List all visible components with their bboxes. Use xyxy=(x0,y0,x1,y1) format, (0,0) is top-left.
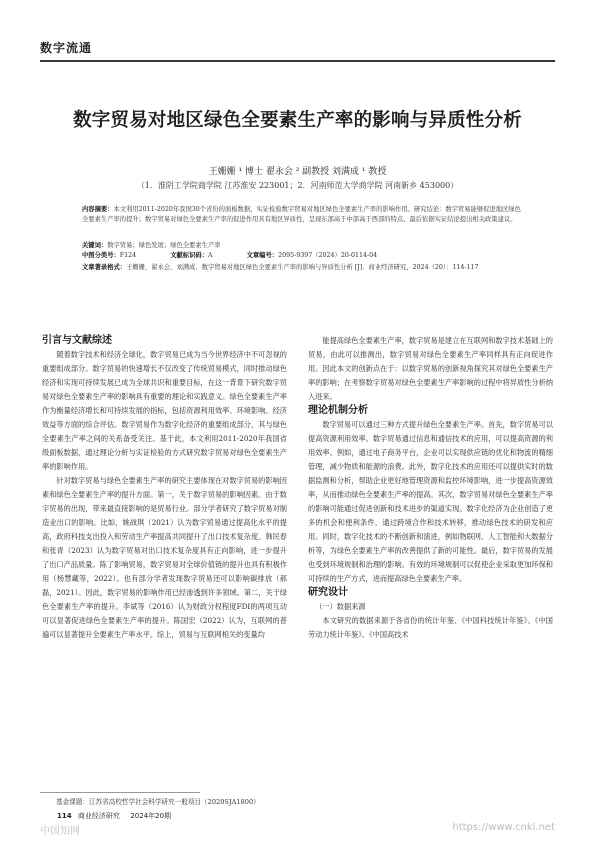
article-no-value: 2095-9397（2024）20-0114-04 xyxy=(278,252,378,259)
heading-research-design: 研究设计 xyxy=(308,587,348,598)
affiliation-line: （1．淮阴工学院商学院 江苏淮安 223001；2．河南师范大学商学院 河南新乡 453000） xyxy=(136,181,459,190)
heading-mechanism: 理论机制分析 xyxy=(308,405,368,416)
clc-label: 中图分类号： xyxy=(82,252,120,259)
subheading-data-source: （一）数据来源 xyxy=(315,602,366,611)
heading-introduction: 引言与文献综述 xyxy=(42,335,112,346)
doc-code-label: 文献标识码： xyxy=(170,252,208,259)
paragraph: 本文研究的数据来源于各省份的统计年鉴、《中国科技统计年鉴》、《中国劳动力统计年鉴》、《中国高技术 xyxy=(308,616,553,639)
article-no-label: 文章编号： xyxy=(246,252,279,259)
section-tag: 数字流通 xyxy=(40,41,93,55)
body-right-column xyxy=(308,334,553,642)
watermark-right: https://www.cnki.net xyxy=(452,822,555,833)
citation-text: 王姗姗，翟永会，刘满成．数字贸易对地区绿色全要素生产率的影响与异质性分析 [J]．商业经济研究，2024（20）：114-117 xyxy=(126,264,479,271)
paragraph: 随着数字技术和经济全球化，数字贸易已成为当今世界经济中不可忽视的重要组成部分。数字贸易的快速增长不仅改变了传统贸易模式，同时推动绿色经济和实现可持续发展已成为全球共识和重要目标，在这一背景下研究数字贸易对绿色全要素生产率的影响具有重要的理论和实践意义。绿色全要素生产率作为衡量经济增长和可持续发展的指标，包括资源利用效率、环境影响、经济效益等方面的综合评估。数字贸易作为数字化经济的重要组成部分，其与绿色全要素生产率之间的关系备受关注。基于此，本文利用2011-2020年我国省级面板数据，通过理论分析与实证检验的方式研究数字贸易对绿色全要素生产率的影响作用。 xyxy=(42,350,287,471)
citation xyxy=(82,263,527,273)
citation-label: 文章著录格式： xyxy=(82,264,127,271)
clc-value: F124 xyxy=(119,252,137,259)
section-rule xyxy=(40,60,555,62)
fund-footnote: 基金课题：江苏省高校哲学社会科学研究一般项目（2020SJA1800） xyxy=(56,798,260,806)
paragraph: 针对数字贸易与绿色全要素生产率的研究主要体现在对数字贸易的影响因素和绿色全要素生产率的提升方面。第一，关于数字贸易的影响因素。由于数字贸易的出现，带来最直接影响的是贸易行业。部分学者研究了数字贸易对制造业出口的影响。比如，姚战琪（2021）认为数字贸易通过提高化水平的提高，政府科技支出投入和劳动生产率提高共同提升了出口技术复杂度。韩民春和张青（2023）认为数字贸易对出口技术复杂度具有正向影响，进一步提升了出口产品质量。陈了影响贸易，数字贸易对全球价值链的提升也具有积极作用（杨慧藏等，2022）。也有部分学者发现数字贸易还可以影响碳排放（郝磊，2021）。因此，数字贸易的影响作用已经渗透到许多领域。第二，关于绿色全要素生产率的提升。李斌等（2016）认为财政分权程度FDI的两项互动可以显著促进绿色全要素生产率的提升。陈国宏（2022）认为，互联网的普遍可以显著提升全要素生产率水平。综上，贸易与互联网相关的变量均 xyxy=(42,476,287,639)
watermark-left: 中国知网 xyxy=(40,826,80,837)
page-footer xyxy=(57,811,171,821)
abstract xyxy=(82,205,527,225)
journal-name: 商业经济研究 xyxy=(77,812,120,820)
paragraph: 数字贸易可以通过三种方式提升绿色全要素生产率。首先，数字贸易可以提高资源利用效率。数字贸易通过信息和通信技术的应用，可以提高资源的利用效率。例如，通过电子商务平台，企业可以实现供应链的优化和物流的精细管理，减少物质和能源的浪费。此外，数字化技术的应用还可以提供实时的数据监测和分析，帮助企业更好地管理资源和监控环境影响，进一步提高资源效率，从而推动绿色全要素生产率的提高。其次，数字贸易对绿色全要素生产率的影响可能通过促进创新和技术进步的渠道实现。数字化经济为企业创造了更多的机会和便利条件，通过跨境合作和技术转移，推动绿色技术的研发和应用。同时，数字化技术的不断创新和演进，例如物联网、人工智能和大数据分析等，为绿色全要素生产率的改善提供了新的可能性。最后，数字贸易的发展也受到环境规制和治理的影响。有效的环境规制可以促使企业采取更加环保和可持续的生产方式，进而提高绿色全要素生产率。 xyxy=(308,420,553,583)
body-left-column xyxy=(42,334,287,642)
doc-code-value: A xyxy=(207,252,213,259)
abstract-text: 本文利用2011-2020年我国30个省份的面板数据，实证检验数字贸易对地区绿色全要素生产率的影响作用。研究结论：数字贸易能够促进地区绿色全要素生产率的提升；数字贸易对绿色全要素生产率的促进作用具有地区异质性，呈现东部高于中部高于西部的特点。最后依据实证结论提出相关政策建议。 xyxy=(82,206,521,223)
abstract-label: 内容摘要： xyxy=(82,206,114,213)
footnote-rule xyxy=(40,792,200,793)
keywords-text: 数字贸易；绿色发展；绿色全要素生产率 xyxy=(107,242,221,249)
keywords-label: 关键词： xyxy=(82,242,108,249)
author-line: 王姗姗 ¹ 博士 翟永会 ² 副教授 刘满成 ¹ 教授 xyxy=(208,167,387,177)
journal-issue: 2024年20期 xyxy=(130,812,172,820)
article-title: 数字贸易对地区绿色全要素生产率的影响与异质性分析 xyxy=(73,110,522,131)
page-number: 114 xyxy=(57,812,72,820)
classification-row xyxy=(82,251,527,261)
paragraph: 能提高绿色全要素生产率，数字贸易是建立在互联网和数字技术基础上的贸易，由此可以推测出，数字贸易对绿色全要素生产率同样具有正向促进作用。因此本文的创新点在于：以数字贸易的创新视角探究其对绿色全要素生产率的影响；在考察数字贸易对绿色全要素生产率影响的过程中将异质性分析纳入进来。 xyxy=(308,336,553,401)
keywords xyxy=(82,241,221,251)
